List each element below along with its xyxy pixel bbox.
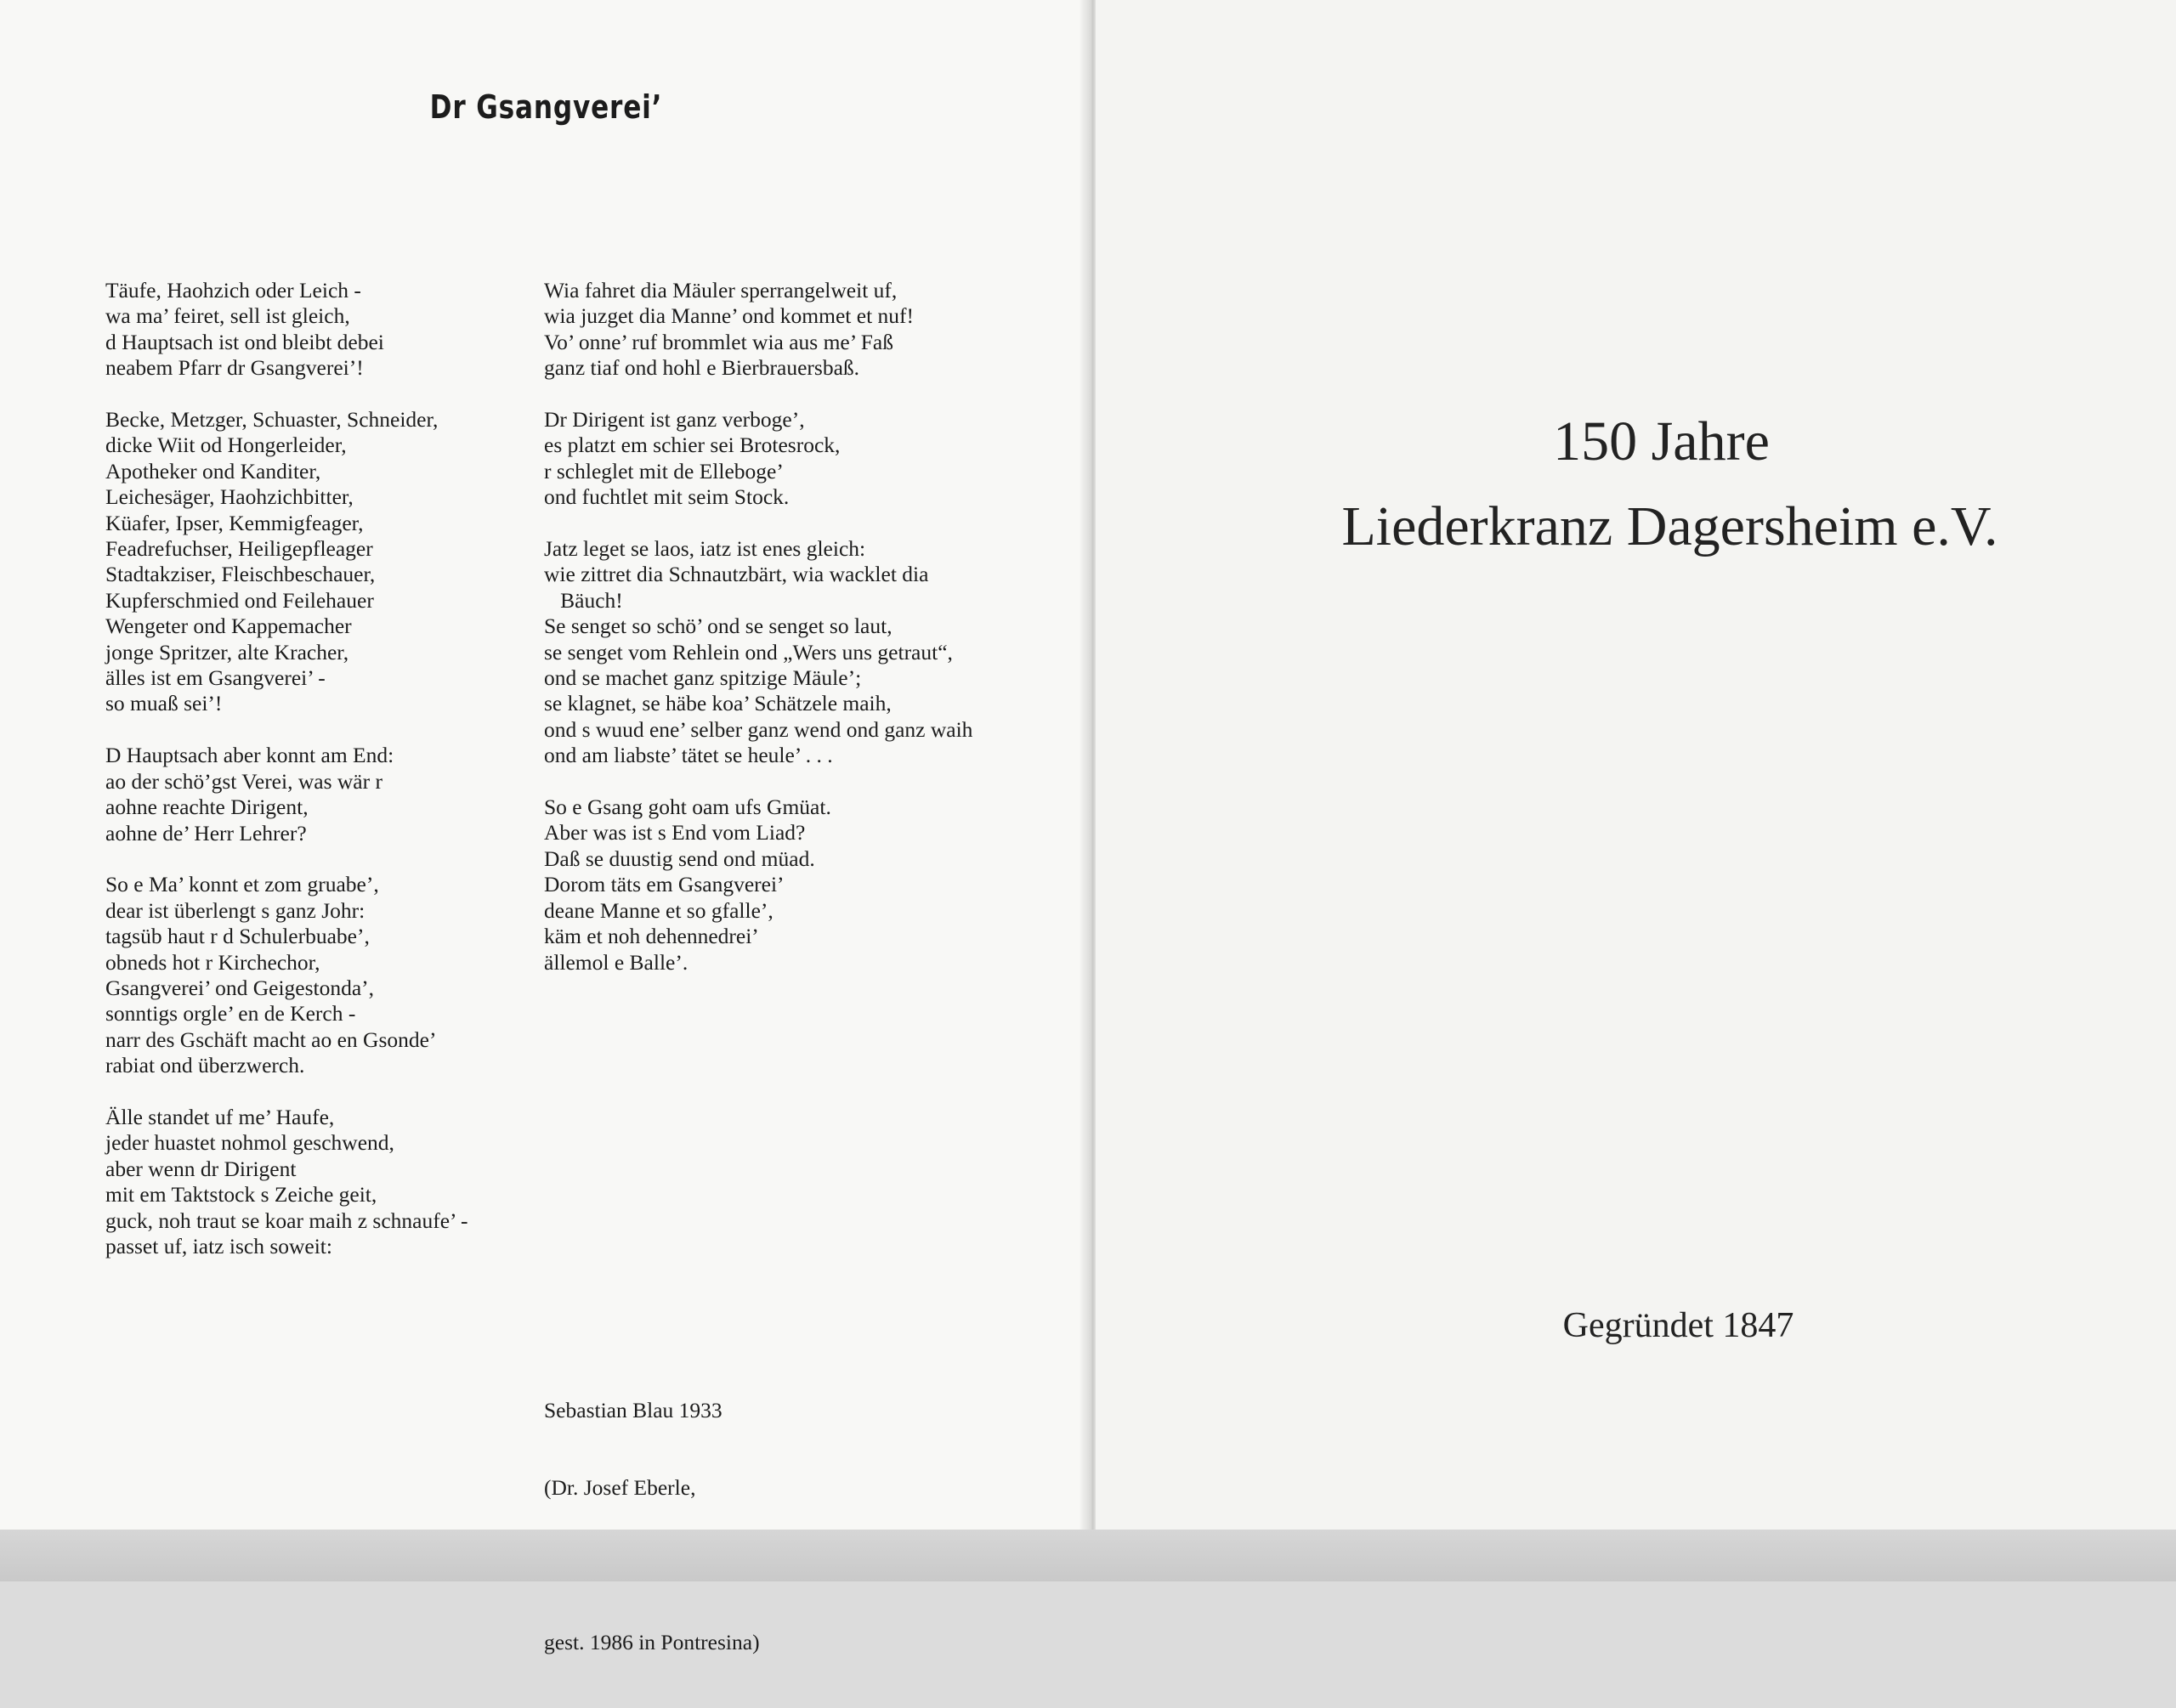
poem-line: Jatz leget se laos, iatz ist enes gleich: [544,536,866,562]
poem-stanza [105,407,468,717]
poem-line: ond fuchtlet mit seim Stock. [544,484,790,510]
poem-line: Täufe, Haohzich oder Leich - [105,278,361,303]
poem-line: So e Ma’ konnt et zom gruabe’, [105,872,379,897]
right-page [1096,0,2176,1530]
poem-line: wa ma’ feiret, sell ist gleich, [105,303,350,329]
poem-stanza [105,278,468,382]
poem-line: es platzt em schier sei Brotesrock, [544,433,841,458]
poem-line: se senget vom Rehlein ond „Wers uns getraut“, [544,639,953,665]
poem-line: neabem Pfarr dr Gsangverei’! [105,355,364,381]
poem-attribution [544,1346,781,1708]
poem-line: Leichesäger, Haohzichbitter, [105,484,354,510]
poem-stanza [544,536,972,769]
poem-line: guck, noh traut se koar maih z schnaufe’ - [105,1207,468,1233]
poem-line: Stadtakziser, Fleischbeschauer, [105,562,376,587]
poem-stanza [105,1105,468,1259]
poem-line: passet uf, iatz isch soweit: [105,1233,332,1258]
poem-column-2 [544,278,972,1001]
poem-line: Kupferschmied ond Feilehauer [105,587,374,613]
poem-line: Bäuch! [544,587,623,613]
poem-column-1 [105,278,468,1286]
poem-line: so muaß sei’! [105,691,223,716]
poem-line: Dr Dirigent ist ganz verboge’, [544,407,805,433]
poem-line: ond s wuud ene’ selber ganz wend ond ganz waih [544,716,973,742]
poem-line: Gsangverei’ ond Geigestonda’, [105,975,375,1000]
poem-line: So e Gsang goht oam ufs Gmüat. [544,795,831,820]
attribution-line: Sebastian Blau 1933 [544,1397,722,1422]
poem-line: sonntigs orgle’ en de Kerch - [105,1001,356,1026]
founded-year: Gegründet 1847 [1562,1306,1794,1345]
poem-line: dear ist überlengt s ganz Johr: [105,897,366,923]
poem-line: wie zittret dia Schnautzbärt, wia wacklet dia [544,562,929,587]
poem-line: Se senget so schö’ ond se senget so laut, [544,614,892,639]
poem-stanza [105,872,468,1078]
poem-line: r schleglet mit de Elleboge’ [544,458,784,484]
poem-line: Wengeter ond Kappemacher [105,614,352,639]
poem-line: D Hauptsach aber konnt am End: [105,743,394,768]
poem-stanza [544,407,972,511]
poem-line: mit em Taktstock s Zeiche geit, [105,1182,377,1207]
poem-line: Daß se duustig send ond müad. [544,846,815,871]
poem-line: narr des Gschäft macht ao en Gsonde’ [105,1026,437,1052]
poem-line: aohne reachte Dirigent, [105,795,309,820]
poem-line: ond se machet ganz spitzige Mäule’; [544,665,862,691]
poem-line: Feadrefuchser, Heiligepfleager [105,536,373,562]
poem-line: Apotheker ond Kanditer, [105,458,321,484]
poem-line: Küafer, Ipser, Kemmigfeager, [105,510,364,535]
poem-line: jonge Spritzer, alte Kracher, [105,639,349,665]
poem-line: jeder huastet nohmol geschwend, [105,1130,394,1156]
poem-line: käm et noh dehennedrei’ [544,924,759,949]
poem-line: Dorom täts em Gsangverei’ [544,872,785,897]
scan-background-strip [0,1530,2176,1581]
poem-title: Dr Gsangverei’ [429,88,663,126]
poem-stanza [105,743,468,846]
booklet-title [1096,399,2176,569]
poem-line: älles ist em Gsangverei’ - [105,665,326,691]
left-page [0,0,1092,1655]
poem-line: ao der schö’gst Verei, was wär r [105,768,382,794]
poem-line: Vo’ onne’ ruf brommlet wia aus me’ Faß [544,329,893,354]
poem-line: dicke Wiit od Hongerleider, [105,433,347,458]
poem-line: aber wenn dr Dirigent [105,1156,297,1181]
poem-line: rabiat ond überzwerch. [105,1053,305,1078]
attribution-line: (Dr. Josef Eberle, [544,1475,696,1501]
poem-line: obneds hot r Kirchechor, [105,949,320,975]
poem-line: ganz tiaf ond hohl e Bierbrauersbaß. [544,355,860,381]
poem-line: deane Manne et so gfalle’, [544,897,774,923]
poem-line: wia juzget dia Manne’ ond kommet et nuf! [544,303,915,329]
poem-stanza [544,278,972,382]
title-line-anniversary: 150 Jahre [1553,410,1770,472]
poem-line: Älle standet uf me’ Haufe, [105,1104,335,1129]
attribution-line: gest. 1986 in Pontresina) [544,1630,760,1655]
poem-line: d Hauptsach ist ond bleibt debei [105,329,384,354]
poem-line: se klagnet, se häbe koa’ Schätzele maih, [544,691,892,716]
poem-line: ond am liabste’ tätet se heule’ . . . [544,743,833,768]
poem-line: tagsüb haut r d Schulerbuabe’, [105,924,370,949]
title-line-club-name: Liederkranz Dagersheim e.V. [1341,495,1998,557]
poem-line: ällemol e Balle’. [544,949,688,975]
poem-line: aohne de’ Herr Lehrer? [105,820,307,846]
poem-line: Wia fahret dia Mäuler sperrangelweit uf, [544,278,898,303]
poem-line: Becke, Metzger, Schuaster, Schneider, [105,407,439,433]
poem-line: Aber was ist s End vom Liad? [544,820,806,846]
poem-stanza [544,795,972,976]
